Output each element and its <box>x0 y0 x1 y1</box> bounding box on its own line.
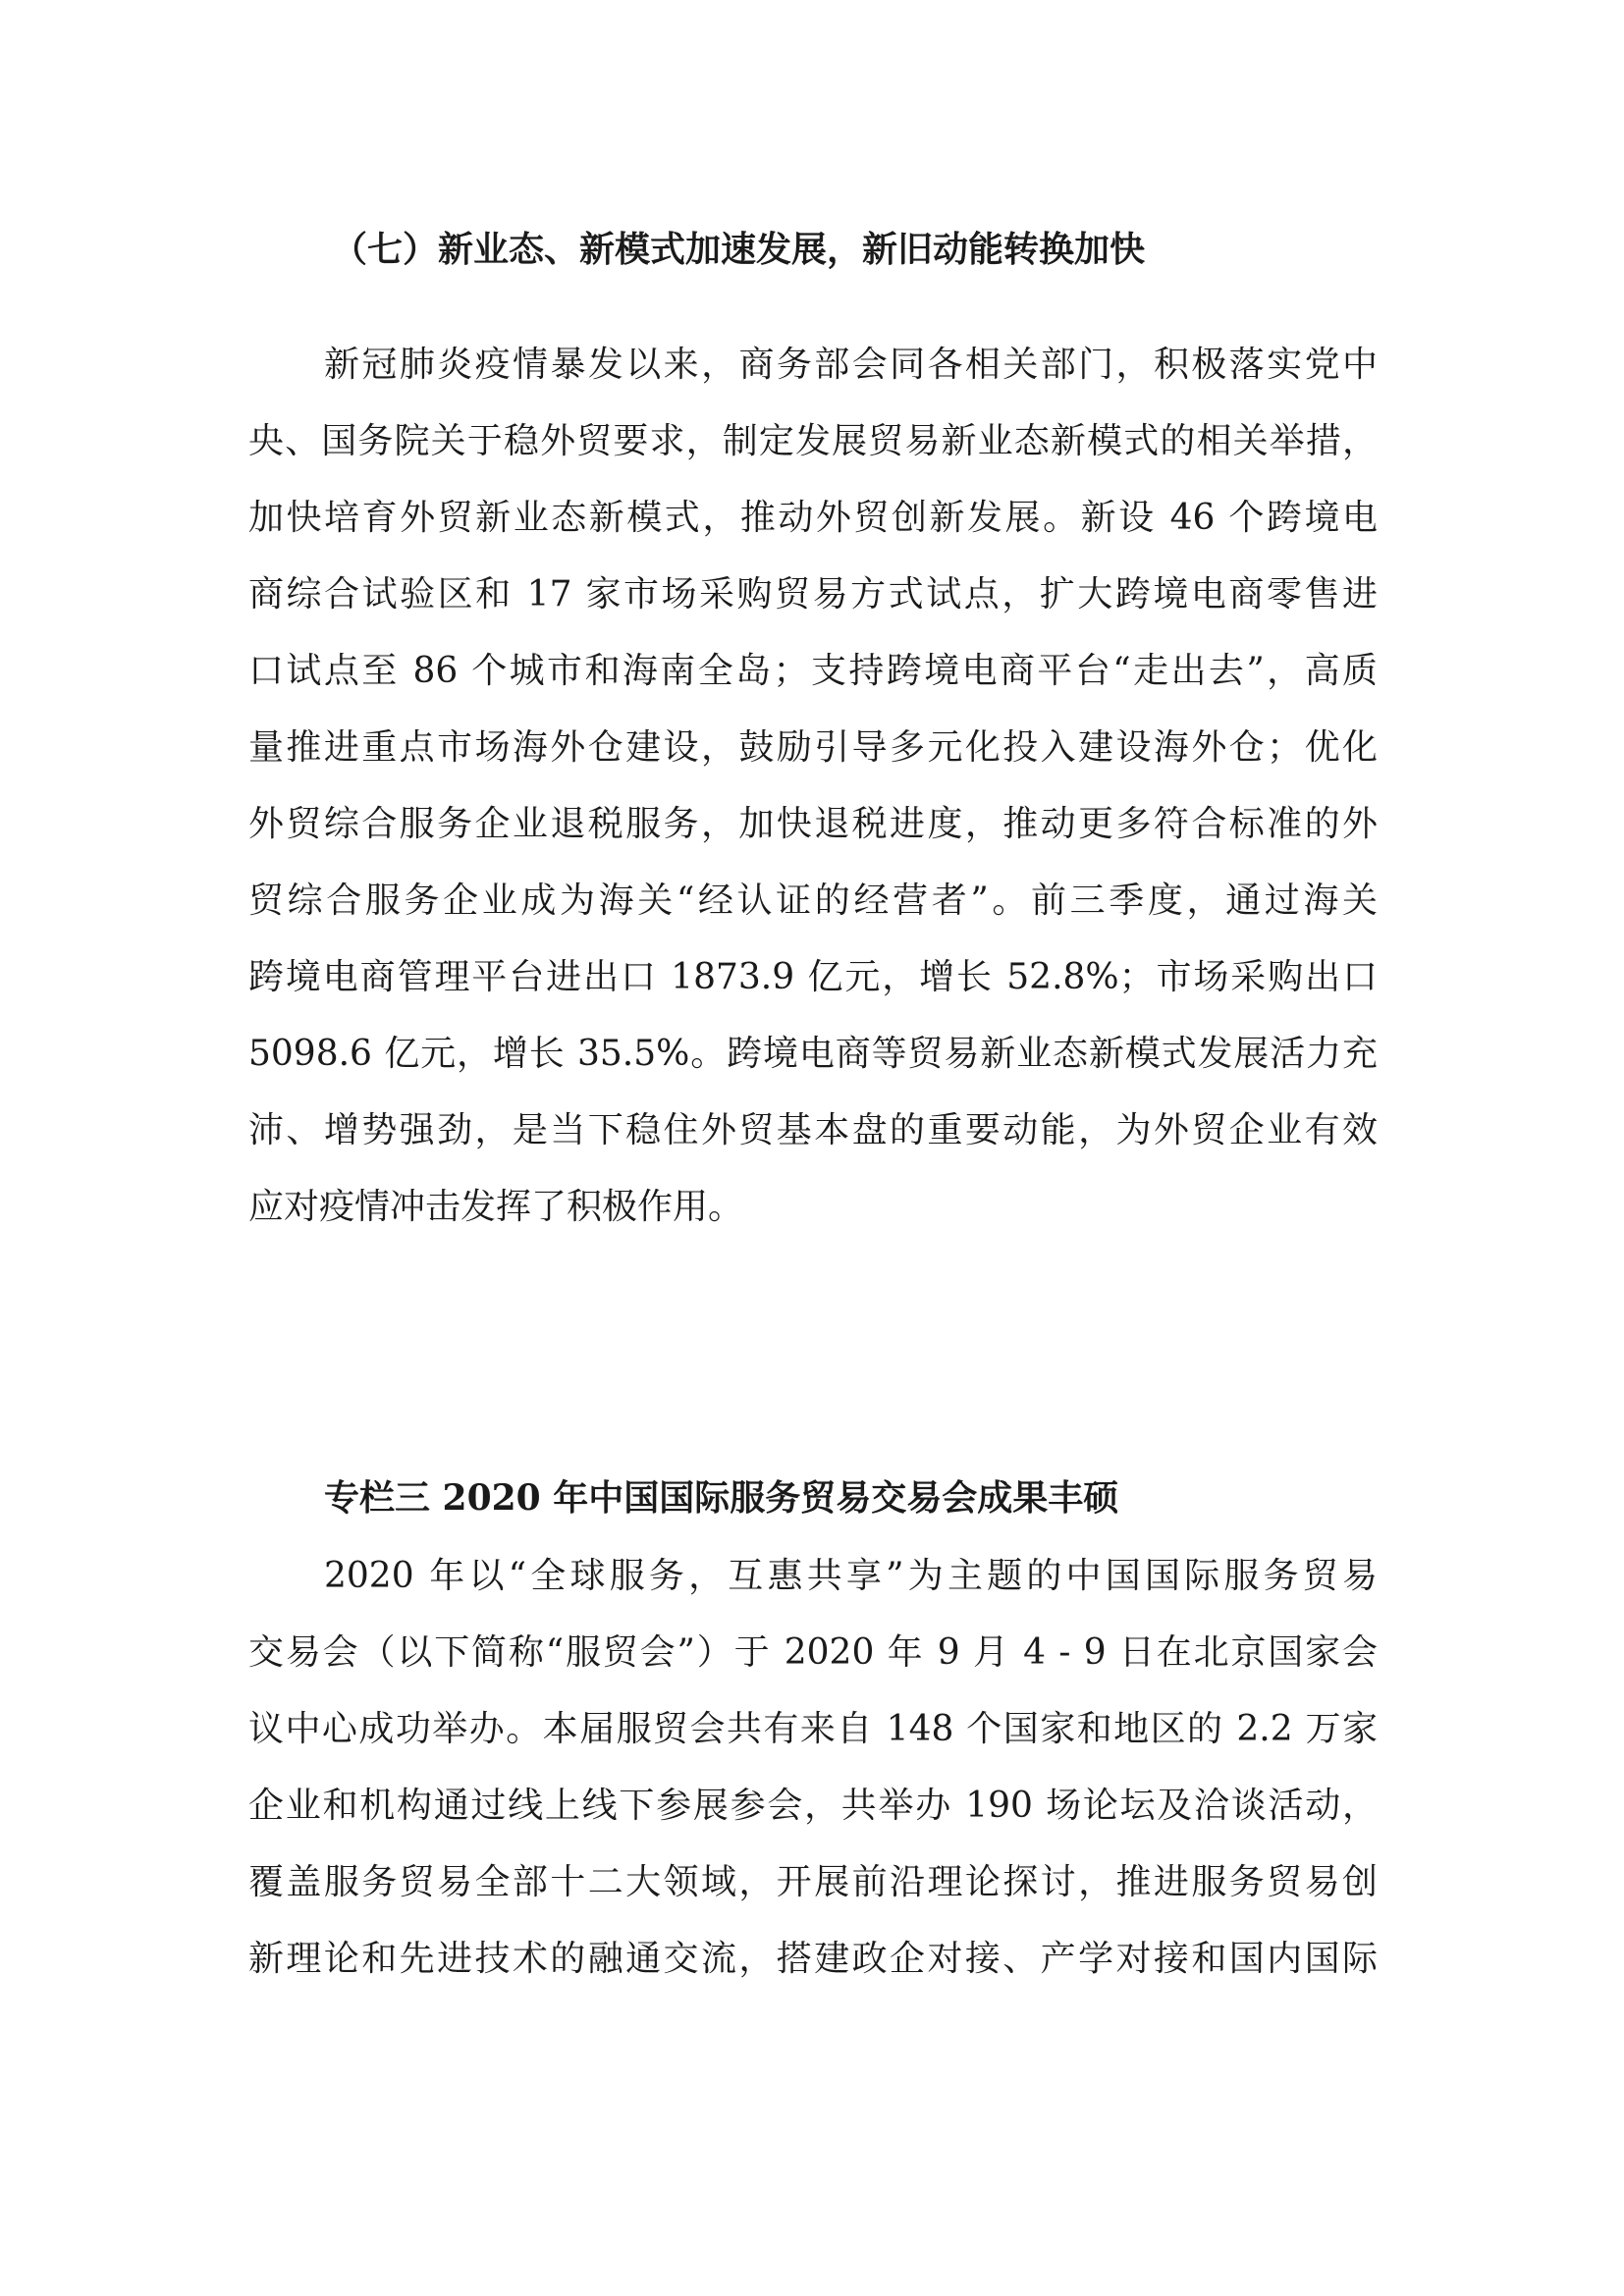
paragraph-line: 沛、增势强劲，是当下稳住外贸基本盘的重要动能，为外贸企业有效 <box>248 1110 1378 1150</box>
box-paragraph-line: 交易会（以下简称“服贸会”）于 2020 年 9 月 4 - 9 日在北京国家会 <box>248 1632 1378 1673</box>
paragraph-line: 应对疫情冲击发挥了积极作用。 <box>248 1187 744 1227</box>
paragraph-line: 商综合试验区和 17 家市场采购贸易方式试点，扩大跨境电商零售进 <box>248 574 1378 614</box>
paragraph-line: 贸综合服务企业成为海关“经认证的经营者”。前三季度，通过海关 <box>248 881 1378 921</box>
paragraph-line: 外贸综合服务企业退税服务，加快退税进度，推动更多符合标准的外 <box>248 804 1378 844</box>
paragraph-line: 量推进重点市场海外仓建设，鼓励引导多元化投入建设海外仓；优化 <box>248 727 1378 768</box>
section-heading: （七）新业态、新模式加速发展，新旧动能转换加快 <box>332 229 1146 270</box>
box-paragraph-line: 议中心成功举办。本届服贸会共有来自 148 个国家和地区的 2.2 万家 <box>248 1709 1378 1749</box>
paragraph-line: 5098.6 亿元，增长 35.5%。跨境电商等贸易新业态新模式发展活力充 <box>248 1034 1378 1074</box>
box-paragraph-line: 2020 年以“全球服务，互惠共享”为主题的中国国际服务贸易 <box>324 1556 1378 1596</box>
box-paragraph-line: 覆盖服务贸易全部十二大领域，开展前沿理论探讨，推进服务贸易创 <box>248 1862 1378 1902</box>
paragraph-line: 跨境电商管理平台进出口 1873.9 亿元，增长 52.8%；市场采购出口 <box>248 957 1378 997</box>
paragraph-line: 加快培育外贸新业态新模式，推动外贸创新发展。新设 46 个跨境电 <box>248 498 1378 538</box>
paragraph-line: 口试点至 86 个城市和海南全岛；支持跨境电商平台“走出去”，高质 <box>248 651 1378 691</box>
box-heading: 专栏三 2020 年中国国际服务贸易交易会成果丰硕 <box>324 1477 1119 1519</box>
box-paragraph-line: 新理论和先进技术的融通交流，搭建政企对接、产学对接和国内国际 <box>248 1939 1378 1979</box>
box-paragraph-line: 企业和机构通过线上线下参展参会，共举办 190 场论坛及洽谈活动， <box>248 1786 1378 1826</box>
paragraph-line: 央、国务院关于稳外贸要求，制定发展贸易新业态新模式的相关举措， <box>248 421 1378 461</box>
paragraph-line: 新冠肺炎疫情暴发以来，商务部会同各相关部门，积极落实党中 <box>324 345 1378 385</box>
